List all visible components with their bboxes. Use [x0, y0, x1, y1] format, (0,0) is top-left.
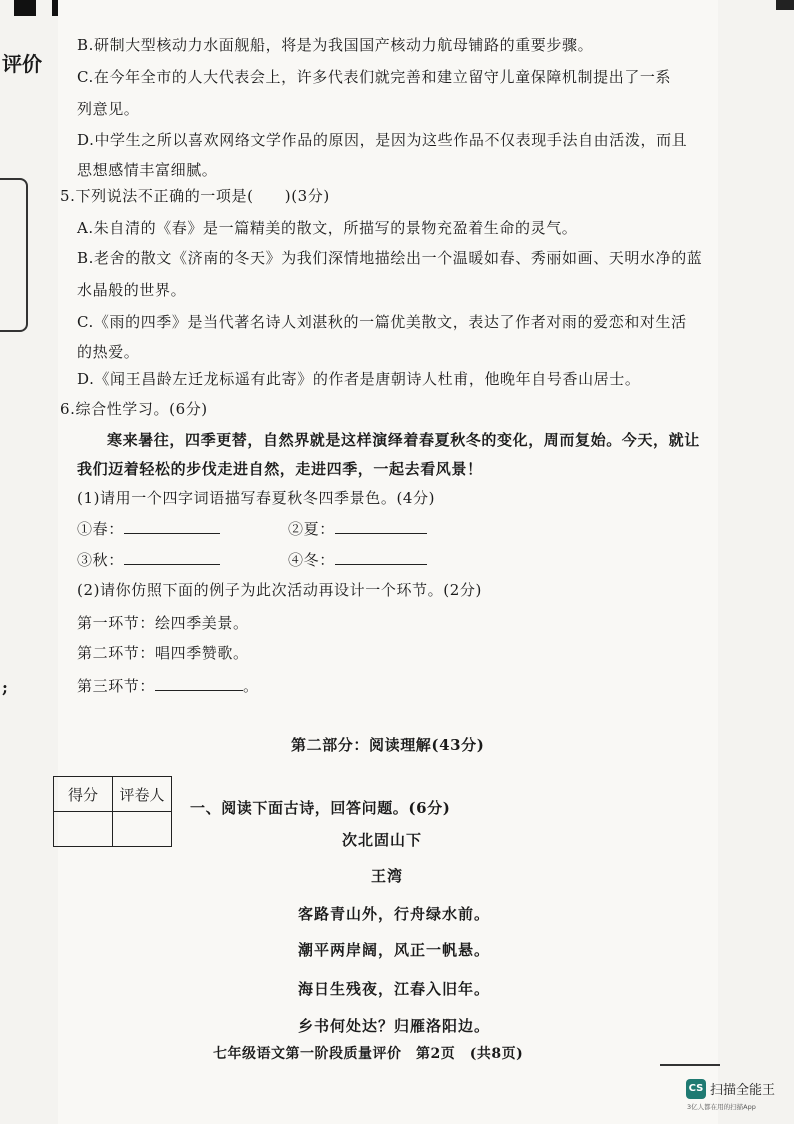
top-right-mark: [776, 0, 794, 10]
winter-item: [288, 550, 427, 570]
q6-part2: (2)请你仿照下面的例子为此次活动再设计一个环节。(2分): [77, 581, 482, 599]
grader-input-cell[interactable]: [113, 812, 172, 847]
summer-answer-blank[interactable]: [335, 519, 427, 534]
margin-side-text: 评价: [2, 52, 42, 76]
summer-item: [288, 519, 427, 539]
camscanner-name: 扫描全能王: [710, 1083, 776, 1098]
poem-title: 次北固山下: [342, 831, 423, 849]
autumn-item: [77, 550, 220, 570]
option-d-line1: D.中学生之所以喜欢网络文学作品的原因，是因为这些作品不仅表现手法自由活泼，而且: [77, 131, 688, 149]
spring-item: [77, 519, 220, 539]
option-c-line2: 列意见。: [77, 100, 140, 118]
q5-option-b-line2: 水晶般的世界。: [77, 281, 187, 299]
winter-label: ④冬：: [288, 551, 335, 569]
score-table: [53, 776, 172, 847]
score-input-cell[interactable]: [54, 812, 113, 847]
margin-box: [0, 178, 28, 332]
q6-intro-line2: 我们迈着轻松的步伐走进自然，走进四季，一起去看风景！: [77, 460, 483, 478]
grader-label-cell: 评卷人: [113, 777, 172, 812]
footer-rule: [660, 1064, 720, 1066]
option-c-line1: C.在今年全市的人大代表会上，许多代表们就完善和建立留守儿童保障机制提出了一系: [77, 68, 672, 86]
question-5: 5.下列说法不正确的一项是( )(3分): [60, 187, 330, 205]
part-2-heading: 第二部分：阅读理解(43分): [291, 736, 485, 754]
q5-option-a: A.朱自清的《春》是一篇精美的散文，所描写的景物充盈着生命的灵气。: [77, 219, 578, 237]
camscanner-logo: CS: [686, 1079, 706, 1099]
q5-option-c-line2: 的热爱。: [77, 343, 140, 361]
camscanner-tagline: 3亿人都在用的扫描App: [687, 1103, 756, 1111]
question-6: 6.综合性学习。(6分): [60, 400, 208, 418]
section-1-heading: 一、阅读下面古诗，回答问题。(6分): [190, 799, 451, 817]
option-d-line2: 思想感情丰富细腻。: [77, 161, 218, 179]
q5-option-c-line1: C.《雨的四季》是当代著名诗人刘湛秋的一篇优美散文，表达了作者对雨的爱恋和对生活: [77, 313, 687, 331]
page-footer: 七年级语文第一阶段质量评价 第2页 (共8页): [213, 1046, 524, 1062]
step-3: [77, 676, 259, 696]
autumn-label: ③秋：: [77, 551, 124, 569]
q6-intro-line1: 寒来暑往，四季更替，自然界就是这样演绎着春夏秋冬的变化，周而复始。今天，就让: [107, 431, 700, 449]
step-3-period: 。: [243, 677, 259, 695]
summer-label: ②夏：: [288, 520, 335, 538]
spring-answer-blank[interactable]: [124, 519, 220, 534]
winter-answer-blank[interactable]: [335, 550, 427, 565]
margin-semicolon: ;: [2, 678, 8, 697]
top-black-mark-1: [14, 0, 36, 16]
poem-line-2: 潮平两岸阔，风正一帆悬。: [298, 941, 491, 959]
step-1: 第一环节：绘四季美景。: [77, 614, 249, 632]
poem-line-4: 乡书何处达？归雁洛阳边。: [298, 1017, 491, 1035]
poem-line-3: 海日生残夜，江春入旧年。: [298, 980, 491, 998]
step-3-answer-blank[interactable]: [155, 676, 243, 691]
autumn-answer-blank[interactable]: [124, 550, 220, 565]
q6-part1: (1)请用一个四字词语描写春夏秋冬四季景色。(4分): [77, 489, 436, 507]
option-b: B.研制大型核动力水面舰船，将是为我国国产核动力航母铺路的重要步骤。: [77, 36, 594, 54]
step-3-label: 第三环节：: [77, 677, 156, 695]
q5-option-b-line1: B.老舍的散文《济南的冬天》为我们深情地描绘出一个温暖如春、秀丽如画、天明水净的蓝: [77, 249, 703, 267]
q5-option-d: D.《闻王昌龄左迁龙标遥有此寄》的作者是唐朝诗人杜甫，他晚年自号香山居士。: [77, 370, 641, 388]
poem-author: 王湾: [371, 867, 404, 885]
score-label-cell: 得分: [54, 777, 113, 812]
step-2: 第二环节：唱四季赞歌。: [77, 644, 249, 662]
spring-label: ①春：: [77, 520, 124, 538]
poem-line-1: 客路青山外，行舟绿水前。: [298, 905, 491, 923]
